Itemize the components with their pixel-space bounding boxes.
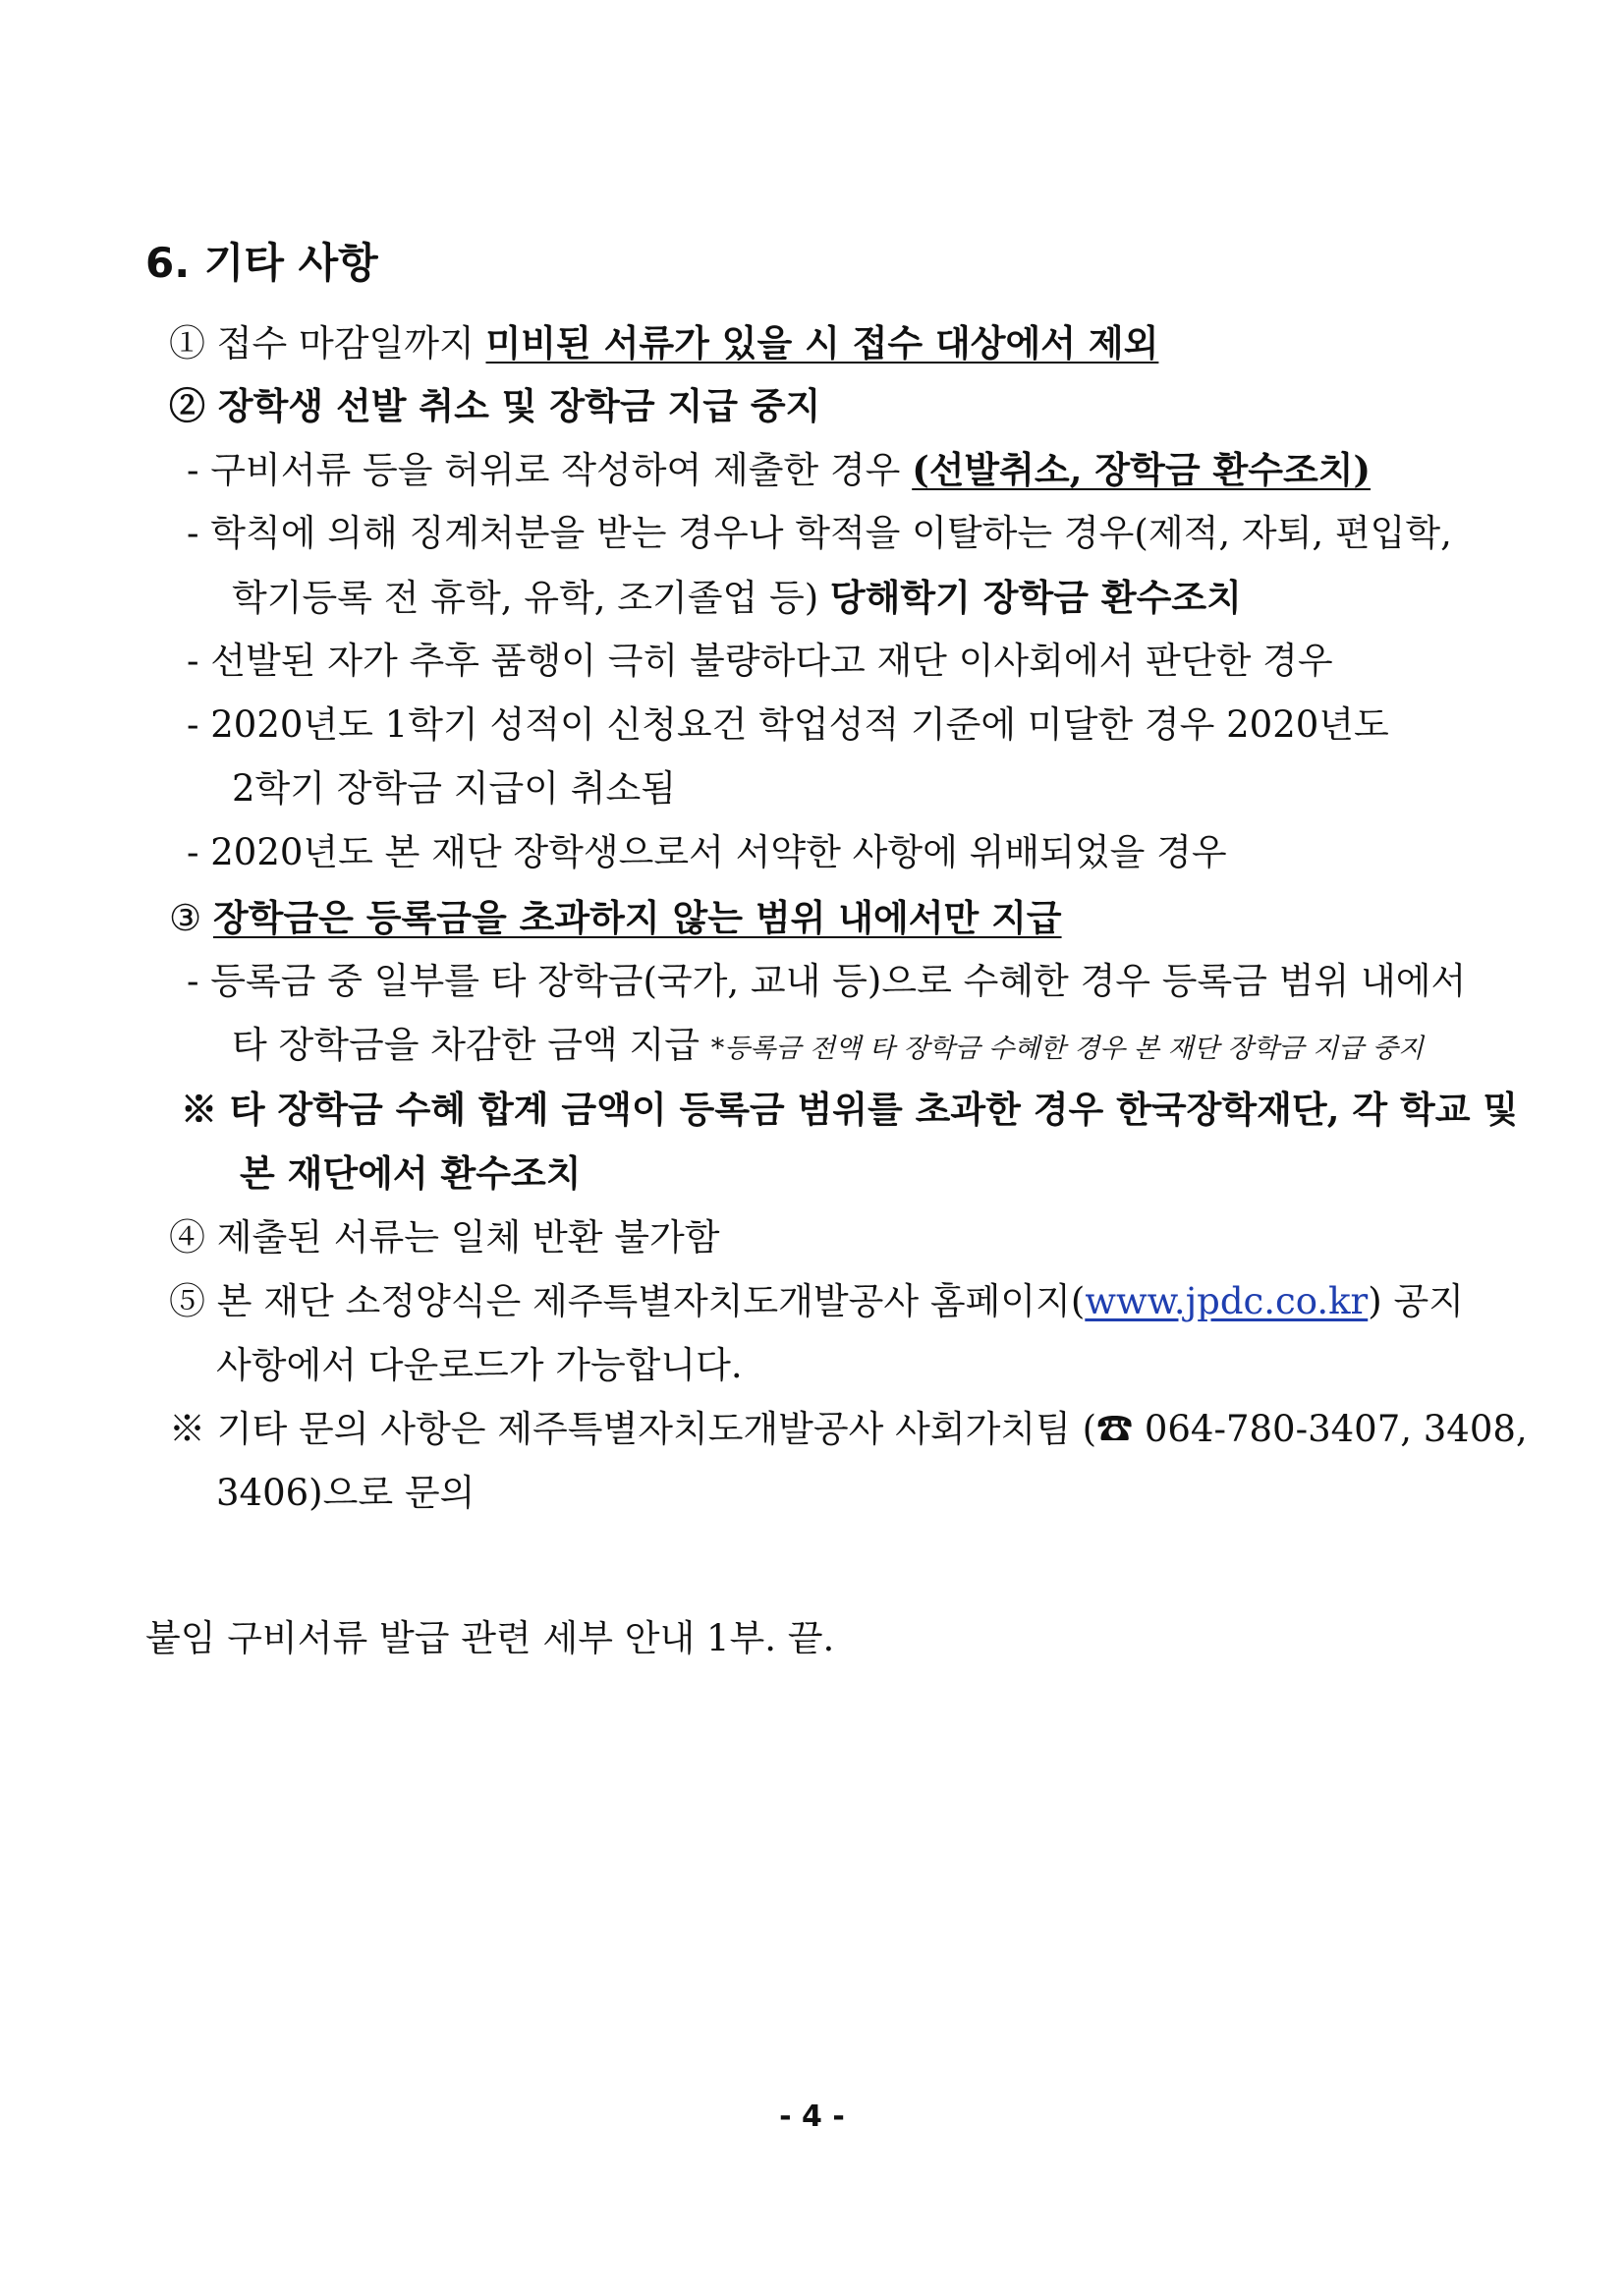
item-3-note-line2: 본 재단에서 환수조치 bbox=[240, 1151, 582, 1195]
item-2d-line2: 2학기 장학금 지급이 취소됨 bbox=[232, 767, 676, 810]
item-1 bbox=[169, 319, 1158, 367]
page-number: - 4 - bbox=[779, 2100, 845, 2134]
item-2c: - 선발된 자가 추후 품행이 극히 불량하다고 재단 이사회에서 판단한 경우 bbox=[187, 640, 1333, 682]
item-4: ④ 제출된 서류는 일체 반환 불가함 bbox=[169, 1216, 720, 1259]
item-3-marker: ③ bbox=[169, 897, 213, 939]
homepage-link[interactable]: www.jpdc.co.kr bbox=[1085, 1280, 1369, 1322]
item-2b-line1: - 학칙에 의해 징계처분을 받는 경우나 학적을 이탈하는 경우(제적, 자퇴, 편입학, bbox=[187, 512, 1452, 554]
attachment-line: 붙임 구비서류 발급 관련 세부 안내 1부. 끝. bbox=[145, 1617, 835, 1659]
section-title: 6. 기타 사항 bbox=[145, 239, 378, 287]
contact-text: ※ 기타 문의 사항은 제주특별자치도개발공사 사회가치팀 ( bbox=[169, 1408, 1097, 1450]
item-3a-text: 타 장학금을 차감한 금액 지급 bbox=[232, 1024, 711, 1066]
item-2a-text: - 구비서류 등을 허위로 작성하여 제출한 경우 bbox=[187, 449, 913, 491]
contact-line2: 3406)으로 문의 bbox=[216, 1472, 476, 1514]
phone-icon: ☎ bbox=[1096, 1408, 1134, 1450]
item-2b-text: 학기등록 전 휴학, 유학, 조기졸업 등) bbox=[232, 577, 830, 619]
item-3a-line2 bbox=[232, 1022, 1424, 1073]
item-2a bbox=[187, 446, 1371, 494]
item-3 bbox=[169, 894, 1062, 942]
item-3-note-line1: ※ 타 장학금 수혜 합계 금액이 등록금 범위를 초과한 경우 한국장학재단, 각 학교 및 bbox=[181, 1088, 1519, 1131]
item-5-text: ⑤ 본 재단 소정양식은 제주특별자치도개발공사 홈페이지( bbox=[169, 1280, 1086, 1322]
item-3-emphasis: 장학금은 등록금을 초과하지 않는 범위 내에서만 지급 bbox=[212, 896, 1062, 939]
item-3a-line1: - 등록금 중 일부를 타 장학금(국가, 교내 등)으로 수혜한 경우 등록금 범위 내에서 bbox=[187, 960, 1467, 1002]
contact-line1 bbox=[169, 1406, 1528, 1453]
item-2d-line1: - 2020년도 1학기 성적이 신청요건 학업성적 기준에 미달한 경우 2020년도 bbox=[187, 703, 1389, 746]
item-2b-line2 bbox=[232, 574, 1242, 622]
item-5-suffix: ) 공지 bbox=[1368, 1280, 1464, 1322]
item-1-emphasis: 미비된 서류가 있을 시 접수 대상에서 제외 bbox=[485, 321, 1159, 364]
item-3a-note: *등록금 전액 타 장학금 수혜한 경우 본 재단 장학금 지급 중지 bbox=[710, 1034, 1425, 1064]
item-2-title: ② 장학생 선발 취소 및 장학금 지급 중지 bbox=[169, 384, 821, 427]
item-2a-emphasis: (선발취소, 장학금 환수조치) bbox=[912, 448, 1372, 491]
item-1-text: ① 접수 마감일까지 bbox=[169, 322, 486, 364]
item-2e: - 2020년도 본 재단 장학생으로서 서약한 사항에 위배되었을 경우 bbox=[187, 831, 1227, 873]
item-5-line1 bbox=[169, 1278, 1464, 1325]
contact-numbers: 064-780-3407, 3408, bbox=[1133, 1408, 1528, 1450]
item-2b-emphasis: 당해학기 장학금 환수조치 bbox=[829, 576, 1242, 619]
item-5-line2: 사항에서 다운로드가 가능합니다. bbox=[216, 1344, 743, 1386]
